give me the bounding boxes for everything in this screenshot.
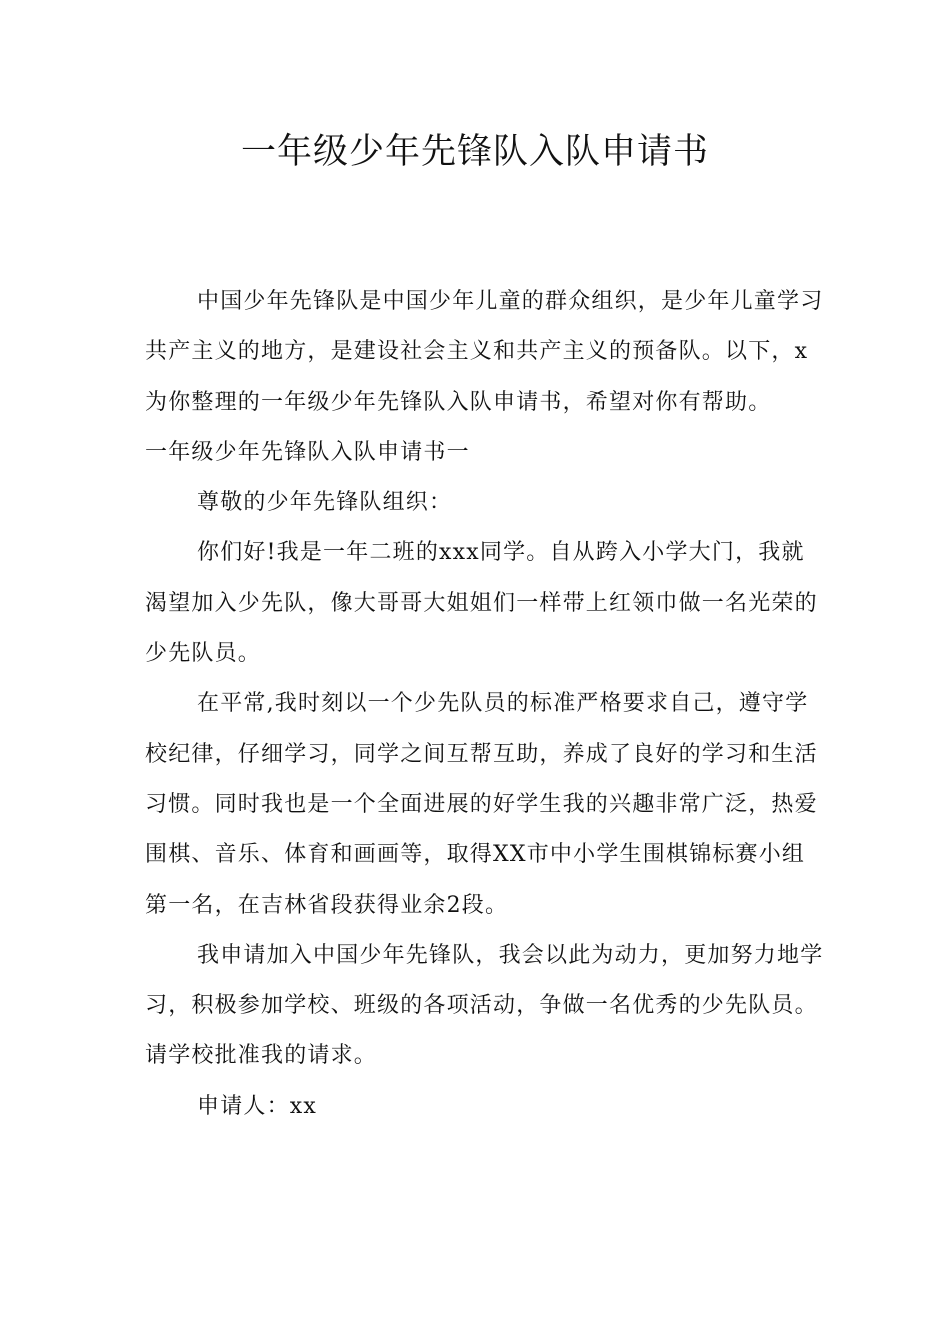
- document-title: 一年级少年先锋队入队申请书: [240, 132, 709, 172]
- signature-line: 申请人：xx: [197, 1093, 318, 1119]
- document-body: [145, 277, 825, 1132]
- body-paragraph-2: 在平常,我时刻以一个少先队员的标准严格要求自己，遵守学校纪律，仔细学习，同学之间互帮互助，养成了良好的学习和生活习惯。同时我也是一个全面进展的好学生我的兴趣非常广泛，热爱围棋、音乐、体育和画画等，取得XX市中小学生围棋锦标赛小组第一名，在吉林省段获得业余2段。: [145, 691, 818, 918]
- body-paragraph-1: 你们好!我是一年二班的xxx同学。自从跨入小学大门，我就渴望加入少先队，像大哥哥大姐姐们一样带上红领巾做一名光荣的少先队员。: [145, 540, 818, 667]
- intro-paragraph: 中国少年先锋队是中国少年儿童的群众组织，是少年儿童学习共产主义的地方，是建设社会主义和共产主义的预备队。以下，x为你整理的一年级少年先锋队入队申请书，希望对你有帮助。: [145, 289, 824, 415]
- section-heading: 一年级少年先锋队入队申请书一: [145, 439, 470, 465]
- body-paragraph-3: 我申请加入中国少年先锋队，我会以此为动力，更加努力地学习，积极参加学校、班级的各项活动，争做一名优秀的少先队员。请学校批准我的请求。: [145, 942, 824, 1069]
- salutation: 尊敬的少年先锋队组织：: [197, 490, 453, 516]
